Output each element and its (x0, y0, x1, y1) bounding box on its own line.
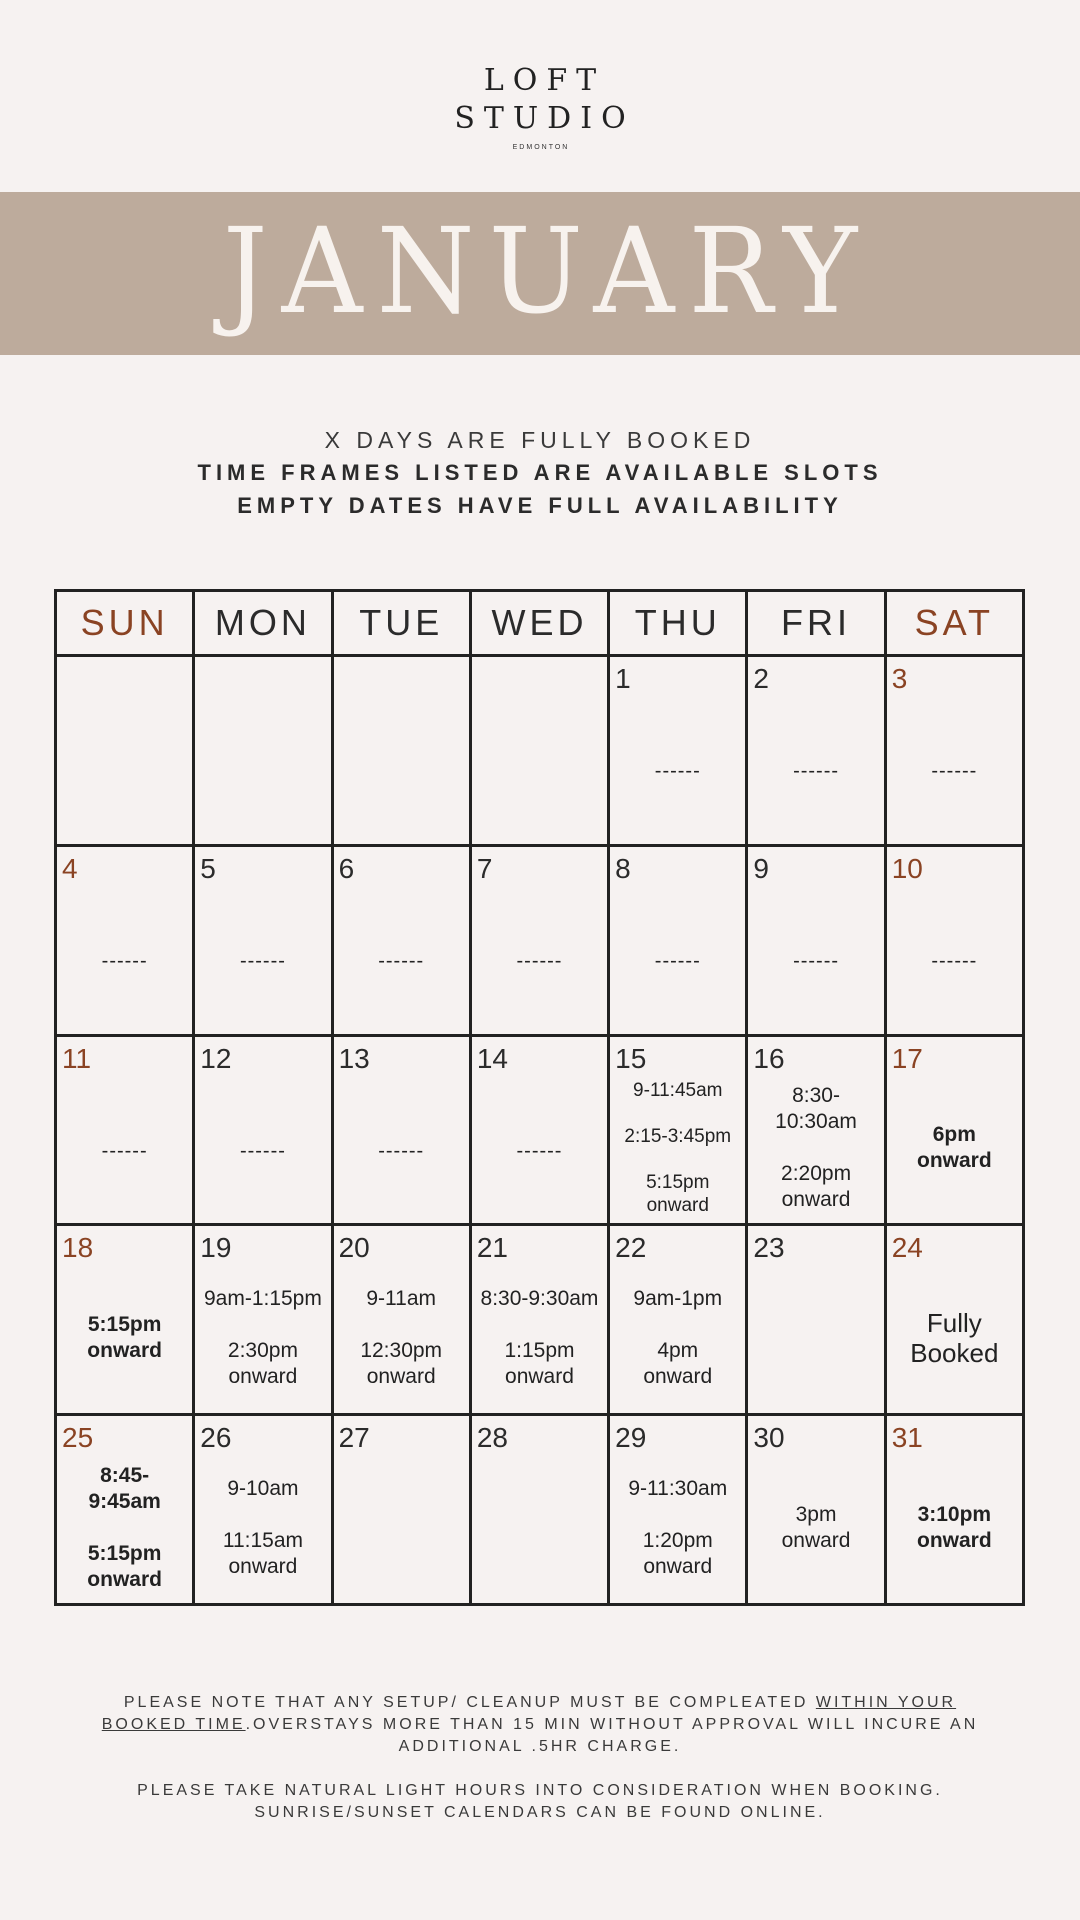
day-content (610, 1073, 745, 1224)
day-booked-dashes: ------ (931, 950, 978, 973)
day-availability-text: 3pm onward (781, 1502, 851, 1552)
month-title: JANUARY (222, 203, 872, 341)
day-cell-9[interactable] (747, 845, 885, 1035)
day-number: 5 (200, 852, 216, 884)
day-content (57, 883, 192, 1034)
day-number: 7 (476, 852, 493, 884)
day-number: 17 (891, 1042, 923, 1074)
day-number: 12 (200, 1042, 232, 1074)
day-availability-text: 8:45- 9:45am 5:15pm onward (87, 1463, 162, 1591)
note-available-slots: TIME FRAMES LISTED ARE AVAILABLE SLOTS (197, 460, 883, 485)
day-content (334, 1262, 469, 1413)
day-content (887, 1452, 1022, 1603)
day-cell-6[interactable] (332, 845, 470, 1035)
day-cell-12[interactable] (194, 1035, 332, 1225)
calendar-week-row (56, 656, 1024, 846)
calendar-week-row (56, 1035, 1024, 1225)
calendar-week-row (56, 1225, 1024, 1415)
weekday-wed: WED (470, 591, 608, 656)
day-content (57, 1073, 192, 1224)
day-cell-19[interactable] (194, 1225, 332, 1415)
note-empty-dates: EMPTY DATES HAVE FULL AVAILABILITY (237, 493, 843, 518)
day-content (472, 883, 607, 1034)
day-cell-27[interactable] (332, 1415, 470, 1605)
day-number: 30 (753, 1422, 785, 1454)
day-cell-24[interactable] (885, 1225, 1023, 1415)
day-number: 2 (753, 663, 769, 694)
day-number: 11 (62, 1042, 92, 1074)
day-availability-text: 8:30- 10:30am 2:20pm onward (775, 1083, 857, 1211)
day-booked-dashes: ------ (101, 1139, 148, 1162)
day-availability-text: 6pm onward (917, 1122, 992, 1172)
day-booked-dashes: ------ (654, 760, 701, 783)
day-content (334, 1073, 469, 1224)
day-booked-dashes: ------ (516, 950, 563, 973)
day-content (887, 1073, 1022, 1224)
footer-booked-time-emphasis: WITHIN YOUR BOOKED TIME (101, 1694, 957, 1733)
day-content (472, 1262, 607, 1413)
day-content (748, 1452, 883, 1603)
day-cell-14[interactable] (470, 1035, 608, 1225)
day-content (748, 1073, 883, 1224)
day-number: 16 (753, 1042, 785, 1074)
day-booked-dashes: ------ (378, 1139, 425, 1162)
day-booked-dashes: ------ (793, 760, 840, 783)
day-content (57, 1452, 192, 1603)
weekday-sat: SAT (885, 591, 1023, 656)
month-banner (0, 192, 1080, 355)
day-number: 20 (338, 1232, 370, 1264)
day-number: 25 (62, 1422, 94, 1454)
day-availability-text: Fully Booked (910, 1307, 999, 1368)
day-cell-13[interactable] (332, 1035, 470, 1225)
day-content (610, 1262, 745, 1413)
day-content (195, 1262, 330, 1413)
day-cell-7[interactable] (470, 845, 608, 1035)
weekday-tue: TUE (332, 591, 470, 656)
day-content (748, 1262, 883, 1413)
day-content (57, 1262, 192, 1413)
day-cell-15[interactable] (609, 1035, 747, 1225)
day-content (472, 693, 607, 844)
day-number: 24 (891, 1232, 923, 1264)
day-number: 28 (476, 1422, 508, 1454)
day-booked-dashes: ------ (239, 950, 286, 973)
day-cell-empty[interactable] (470, 656, 608, 846)
day-number: 6 (338, 852, 355, 884)
day-content (887, 1262, 1022, 1413)
day-number: 23 (753, 1232, 785, 1264)
day-number: 1 (615, 663, 631, 694)
calendar-week-row (56, 845, 1024, 1035)
note-fully-booked: X DAYS ARE FULLY BOOKED (324, 427, 756, 453)
day-booked-dashes: ------ (793, 950, 840, 973)
day-number: 29 (615, 1422, 647, 1454)
day-number: 19 (200, 1232, 232, 1264)
calendar-grid (54, 589, 1025, 1606)
day-content (472, 1073, 607, 1224)
day-number: 4 (62, 852, 78, 884)
day-number: 9 (753, 852, 769, 884)
day-number: 15 (615, 1042, 647, 1074)
day-content (195, 1452, 330, 1603)
day-cell-20[interactable] (332, 1225, 470, 1415)
footer-overstay-text: .OVERSTAYS MORE THAN 15 MIN WITHOUT APPROVAL WILL INCURE AN ADDITIONAL .5HR CHARGE. (245, 1716, 979, 1755)
day-number: 26 (200, 1422, 232, 1454)
day-cell-3[interactable] (885, 656, 1023, 846)
day-cell-25[interactable] (56, 1415, 194, 1605)
day-cell-11[interactable] (56, 1035, 194, 1225)
day-booked-dashes: ------ (239, 1139, 286, 1162)
day-number: 10 (891, 852, 923, 884)
day-number: 22 (615, 1232, 647, 1264)
day-content (195, 883, 330, 1034)
day-content (887, 693, 1022, 844)
day-cell-2[interactable] (747, 656, 885, 846)
footer-setup-text: PLEASE NOTE THAT ANY SETUP/ CLEANUP MUST BE COMPLEATED (123, 1694, 816, 1711)
day-cell-4[interactable] (56, 845, 194, 1035)
day-content (195, 693, 330, 844)
footer-natural-light-note: PLEASE TAKE NATURAL LIGHT HOURS INTO CONSIDERATION WHEN BOOKING. SUNRISE/SUNSET CALENDARS CAN BE FOUND ONLINE. (137, 1782, 943, 1821)
day-cell-29[interactable] (609, 1415, 747, 1605)
day-cell-empty[interactable] (332, 656, 470, 846)
day-cell-31[interactable] (885, 1415, 1023, 1605)
day-booked-dashes: ------ (101, 950, 148, 973)
day-number: 18 (62, 1232, 94, 1264)
logo-city: EDMONTON (512, 144, 570, 151)
day-cell-30[interactable] (747, 1415, 885, 1605)
day-cell-empty[interactable] (56, 656, 194, 846)
day-cell-10[interactable] (885, 845, 1023, 1035)
day-content (334, 693, 469, 844)
day-number: 21 (476, 1232, 508, 1264)
day-booked-dashes: ------ (378, 950, 425, 973)
day-cell-18[interactable] (56, 1225, 194, 1415)
day-booked-dashes: ------ (654, 950, 701, 973)
day-content (472, 1452, 607, 1603)
day-content (748, 883, 883, 1034)
day-content (887, 883, 1022, 1034)
day-content (334, 1452, 469, 1603)
day-number: 27 (338, 1422, 370, 1454)
booking-notes (0, 424, 1080, 522)
weekday-header-row (56, 591, 1024, 656)
weekday-sun: SUN (56, 591, 194, 656)
day-cell-17[interactable] (885, 1035, 1023, 1225)
day-availability-text: 5:15pm onward (87, 1312, 162, 1362)
day-booked-dashes: ------ (516, 1139, 563, 1162)
day-number: 8 (615, 852, 631, 884)
logo-line-1: LOFT (483, 63, 606, 98)
day-cell-5[interactable] (194, 845, 332, 1035)
day-content (57, 693, 192, 844)
weekday-mon: MON (194, 591, 332, 656)
day-availability-text: 3:10pm onward (917, 1502, 992, 1552)
day-cell-22[interactable] (609, 1225, 747, 1415)
footer-setup-note (100, 1692, 980, 1758)
day-availability-text: 9-11:45am 2:15-3:45pm 5:15pm onward (624, 1079, 732, 1216)
day-content (748, 693, 883, 844)
day-number: 14 (476, 1042, 508, 1074)
day-availability-text: 9am-1pm 4pm onward (633, 1286, 723, 1388)
weekday-fri: FRI (747, 591, 885, 656)
day-availability-text: 9am-1:15pm 2:30pm onward (203, 1286, 322, 1388)
day-cell-26[interactable] (194, 1415, 332, 1605)
day-cell-23[interactable] (747, 1225, 885, 1415)
day-cell-1[interactable] (609, 656, 747, 846)
day-cell-28[interactable] (470, 1415, 608, 1605)
day-availability-text: 9-11am 12:30pm onward (360, 1286, 443, 1388)
day-content (610, 693, 745, 844)
day-content (610, 883, 745, 1034)
studio-logo (0, 62, 1080, 151)
day-cell-16[interactable] (747, 1035, 885, 1225)
day-cell-21[interactable] (470, 1225, 608, 1415)
day-availability-text: 9-10am 11:15am onward (222, 1476, 303, 1578)
day-number: 31 (891, 1422, 923, 1454)
day-content (195, 1073, 330, 1224)
day-content (610, 1452, 745, 1603)
weekday-thu: THU (609, 591, 747, 656)
day-availability-text: 8:30-9:30am 1:15pm onward (480, 1286, 599, 1388)
day-availability-text: 9-11:30am 1:20pm onward (628, 1476, 728, 1578)
day-cell-empty[interactable] (194, 656, 332, 846)
logo-line-2: STUDIO (454, 101, 635, 136)
day-number: 3 (891, 663, 908, 694)
day-number: 13 (338, 1042, 370, 1074)
calendar-week-row (56, 1415, 1024, 1605)
day-cell-8[interactable] (609, 845, 747, 1035)
day-content (334, 883, 469, 1034)
day-booked-dashes: ------ (931, 760, 978, 783)
